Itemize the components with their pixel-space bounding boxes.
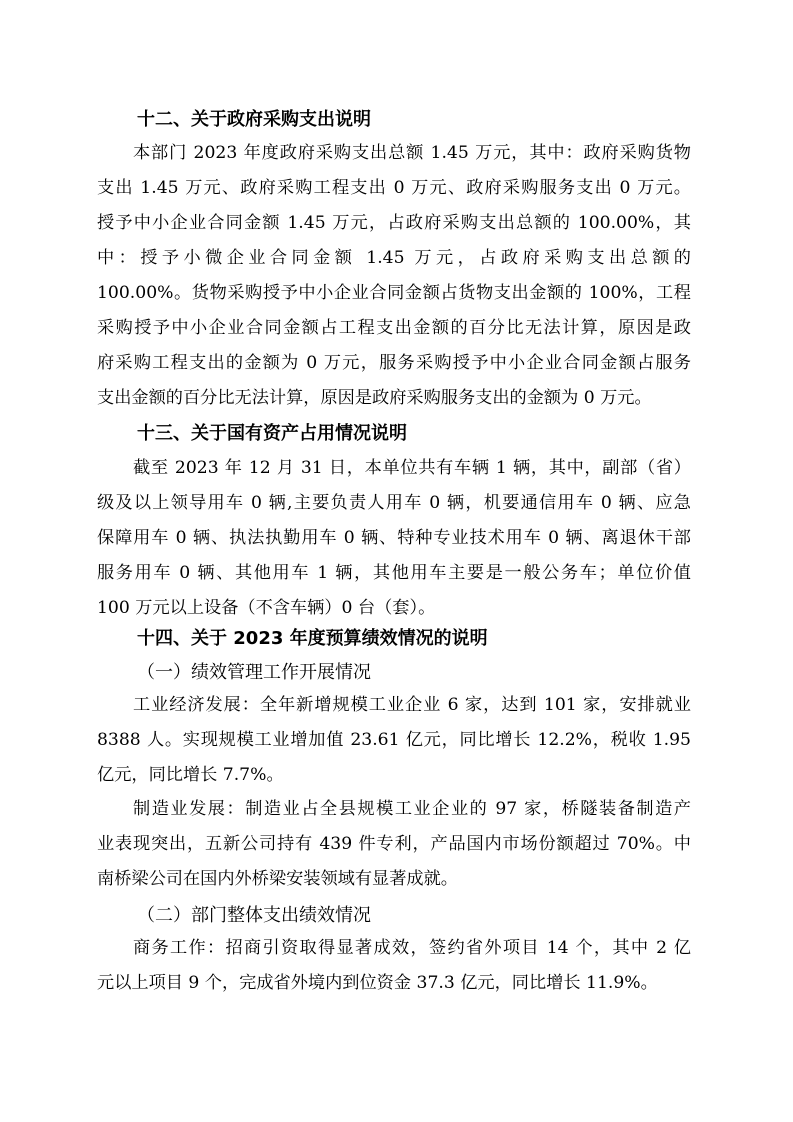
text-line: 采购授予中小企业合同金额占工程支出金额的百分比无法计算，原因是政	[97, 318, 691, 338]
text-line: 服务用车 0 辆、其他用车 1 辆，其他用车主要是一般公务车；单位价值	[97, 563, 691, 583]
section-14-heading: 十四、关于 2023 年度预算绩效情况的说明	[137, 628, 488, 649]
text-line: 级及以上领导用车 0 辆,主要负责人用车 0 辆，机要通信用车 0 辆、应急	[97, 493, 691, 513]
subsection-2-paragraph-commerce	[97, 931, 691, 1001]
text-line: 元以上项目 9 个，完成省外境内到位资金 37.3 亿元，同比增长 11.9%。	[97, 973, 658, 993]
subsection-1-paragraph-industry	[97, 688, 691, 793]
section-13-heading: 十三、关于国有资产占用情况说明	[137, 423, 407, 444]
text-line: 100.00%。货物采购授予中小企业合同金额占货物支出金额的 100%，工程	[97, 283, 691, 303]
text-line: 商务工作：招商引资取得显著成效，签约省外项目 14 个，其中 2 亿	[133, 938, 691, 958]
text-line: 支出 1.45 万元、政府采购工程支出 0 万元、政府采购服务支出 0 万元。	[97, 178, 691, 198]
section-12-paragraph	[97, 136, 691, 416]
subsection-1-paragraph-manufacturing	[97, 792, 691, 897]
text-line: 府采购工程支出的金额为 0 万元，服务采购授予中小企业合同金额占服务	[97, 353, 691, 373]
text-line: 保障用车 0 辆、执法执勤用车 0 辆、特种专业技术用车 0 辆、离退休干部	[97, 528, 691, 548]
text-line: 南桥梁公司在国内外桥梁安装领域有显著成就。	[97, 869, 458, 889]
text-line: 100 万元以上设备（不含车辆）0 台（套）。	[97, 598, 436, 618]
subsection-2-heading: （二）部门整体支出绩效情况	[137, 905, 371, 926]
text-line: 截至 2023 年 12 月 31 日，本单位共有车辆 1 辆，其中，副部（省）	[133, 458, 691, 478]
text-line: 支出金额的百分比无法计算，原因是政府采购服务支出的金额为 0 万元。	[97, 388, 652, 408]
text-line: 工业经济发展：全年新增规模工业企业 6 家，达到 101 家，安排就业	[133, 695, 691, 715]
text-line: 业表现突出，五新公司持有 439 件专利，产品国内市场份额超过 70%。中	[97, 834, 691, 854]
subsection-1-heading: （一）绩效管理工作开展情况	[137, 662, 371, 683]
section-13-paragraph	[97, 451, 691, 626]
section-12-heading: 十二、关于政府采购支出说明	[137, 109, 371, 130]
text-line: 授予中小企业合同金额 1.45 万元，占政府采购支出总额的 100.00%，其	[97, 213, 691, 233]
text-line: 亿元，同比增长 7.7%。	[97, 765, 284, 785]
text-line: 制造业发展：制造业占全县规模工业企业的 97 家，桥隧装备制造产	[133, 799, 691, 819]
text-line: 8388 人。实现规模工业增加值 23.61 亿元，同比增长 12.2%，税收 1.95	[97, 730, 691, 750]
text-line: 中：授予小微企业合同金额 1.45 万元，占政府采购支出总额的	[97, 248, 691, 268]
text-line: 本部门 2023 年度政府采购支出总额 1.45 万元，其中：政府采购货物	[133, 143, 691, 163]
